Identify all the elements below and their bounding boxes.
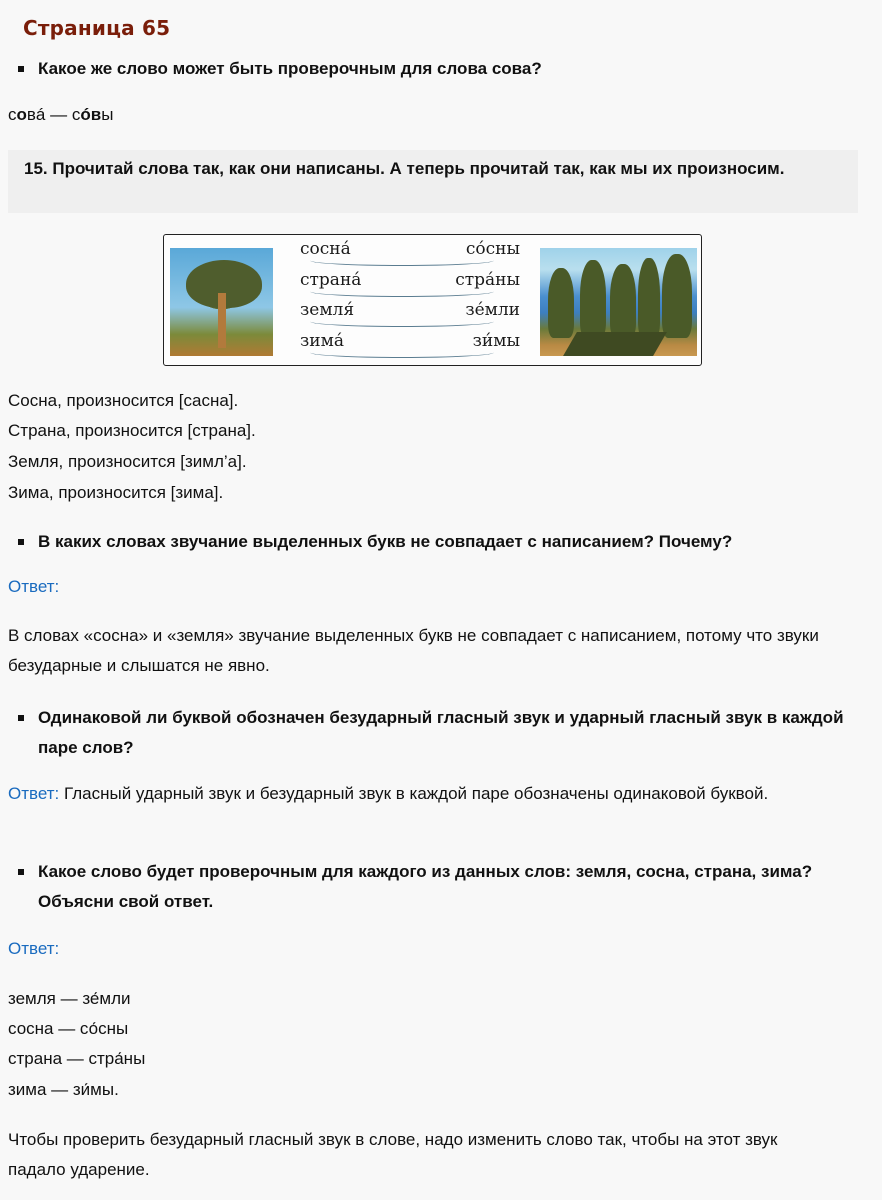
arc-connector	[310, 286, 494, 297]
word-right: зи́мы	[472, 330, 520, 351]
tree-shape	[610, 264, 636, 338]
task-15-header: 15. Прочитай слова так, как они написаны. А теперь прочитай так, как мы их произносим.	[8, 150, 858, 213]
arc-connector	[310, 347, 494, 358]
word-pair-row	[300, 237, 520, 268]
textbook-figure	[163, 234, 702, 366]
word-part: с	[8, 105, 17, 124]
word-pair-row	[300, 268, 520, 299]
check-word-pair: сосна — со́сны	[8, 1019, 129, 1038]
dash: —	[45, 105, 72, 124]
tree-shape	[580, 260, 606, 338]
question-text: Какое слово будет проверочным для каждого из данных слов: земля, сосна, страна, зима? Объясни свой ответ.	[38, 862, 813, 911]
answer-label: Ответ:	[8, 784, 60, 803]
word-right: стра́ны	[455, 269, 520, 290]
word-right: зе́мли	[465, 300, 520, 320]
word-left: зима́	[300, 330, 344, 351]
arc-connector	[310, 255, 494, 266]
arc-connector	[310, 316, 494, 327]
question-text: Какое же слово может быть проверочным для слова сова?	[38, 59, 542, 78]
tree-shape	[548, 268, 574, 338]
pine-forest-by-lake-image	[540, 248, 697, 356]
word-pair-row	[300, 298, 520, 329]
single-pine-tree-image	[170, 248, 273, 356]
question-3	[18, 857, 858, 917]
highlighted-letter: о	[16, 105, 27, 124]
answer-text: Гласный ударный звук и безударный звук в каждой паре обозначены одинаковой буквой.	[59, 784, 769, 803]
question-sova	[18, 54, 858, 84]
ground-shadow	[563, 332, 667, 356]
sova-answer	[8, 100, 868, 130]
tree-shape	[662, 254, 692, 338]
question-text: Одинаковой ли буквой обозначен безударный гласный звук и ударный гласный звук в каждой паре слов?	[38, 708, 844, 757]
question-text: В каких словах звучание выделенных букв не совпадает с написанием? Почему?	[38, 532, 733, 551]
answer-label: Ответ:	[8, 577, 60, 596]
question-1	[18, 527, 858, 557]
word-left: земля́	[300, 300, 355, 320]
word-part: вá	[26, 105, 46, 124]
tree-shape	[638, 258, 660, 338]
tree-trunk	[218, 293, 226, 348]
pronunciation-line: Зима, произносится [зима].	[8, 483, 224, 502]
word-left: страна́	[300, 269, 362, 290]
answer-paragraph	[8, 779, 828, 809]
question-2	[18, 703, 858, 763]
check-word-pair: земля — зе́мли	[8, 989, 131, 1008]
bullet-icon	[18, 66, 24, 72]
word-pair-row	[300, 329, 520, 360]
pronunciation-line: Земля, произносится [зимл’а].	[8, 452, 247, 471]
word-left: сосна́	[300, 239, 351, 259]
answer-label: Ответ:	[8, 939, 60, 958]
conclusion-text: Чтобы проверить безударный гласный звук в слове, надо изменить слово так, чтобы на этот звук падало ударение.	[8, 1130, 778, 1179]
pronunciation-line: Страна, произносится [страна].	[8, 421, 256, 440]
answer-text: В словах «сосна» и «земля» звучание выделенных букв не совпадает с написанием, потому что звуки безударные и слышатся не явно.	[8, 626, 819, 675]
word-part: ы	[101, 105, 114, 124]
check-word-pair: страна — стра́ны	[8, 1049, 146, 1068]
highlighted-letter: óв	[80, 105, 102, 124]
word-right: со́сны	[465, 239, 520, 259]
bullet-icon	[18, 869, 24, 875]
page-title: Страница 65	[23, 16, 171, 40]
word-part: с	[71, 105, 81, 124]
bullet-icon	[18, 715, 24, 721]
word-pairs	[300, 237, 520, 359]
bullet-icon	[18, 539, 24, 545]
check-word-pair: зима — зи́мы.	[8, 1080, 119, 1099]
pronunciation-line: Сосна, произносится [сасна].	[8, 391, 239, 410]
